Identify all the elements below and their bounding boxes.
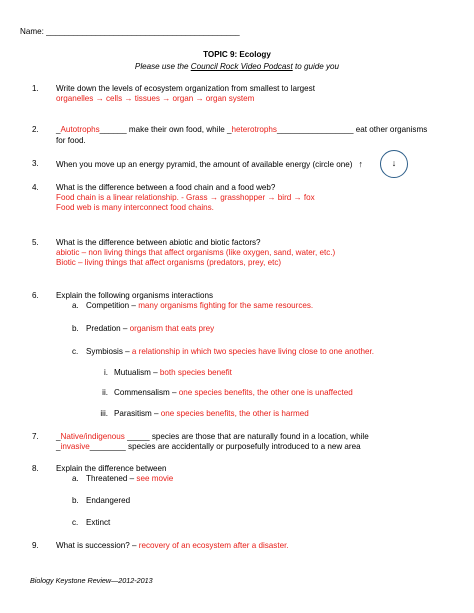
question-number: 5. xyxy=(32,238,39,247)
question-5-answer-1: abiotic – non living things that affect organisms (like oxygen, sand, water, etc.) xyxy=(56,248,336,257)
page-subtitle xyxy=(0,62,474,72)
predation-term: Predation – xyxy=(86,324,130,333)
succession-answer: recovery of an ecosystem after a disaster. xyxy=(138,541,289,550)
blank-prefix: _ xyxy=(56,442,61,451)
question-1-answer: organelles → cells → tissues → organ → organ system xyxy=(56,94,255,103)
question-2-end-text: _________________ eat other organisms xyxy=(276,125,428,134)
subitem-label: b. xyxy=(72,324,79,333)
question-number: 8. xyxy=(32,464,39,473)
question-number: 7. xyxy=(32,432,39,441)
question-2-middle-text: ______ make their own food, while _ xyxy=(99,125,232,134)
symbiosis-answer: a relationship in which two species have living close to one another. xyxy=(131,347,374,356)
up-arrow-icon[interactable]: ↑ xyxy=(358,159,363,169)
subitem-label: c. xyxy=(72,347,79,356)
question-2-answer-heterotrophs[interactable]: heterotrophs xyxy=(231,125,277,134)
parasitism-term: Parasitism – xyxy=(114,409,161,418)
subtitle-text-after: to guide you xyxy=(292,62,340,71)
mutualism-answer: both species benefit xyxy=(159,368,232,377)
blank-prefix: _ xyxy=(56,125,61,134)
question-7-line2 xyxy=(56,442,361,452)
question-5-text: What is the difference between abiotic and biotic factors? xyxy=(56,238,261,247)
question-7-answer-native[interactable]: Native/indigenous xyxy=(60,432,125,441)
mutualism-term: Mutualism – xyxy=(114,368,160,377)
question-number: 6. xyxy=(32,291,39,300)
question-number: 4. xyxy=(32,183,39,192)
question-8-text: Explain the difference between xyxy=(56,464,167,473)
threatened-answer: see movie xyxy=(136,474,174,483)
subitem-label: a. xyxy=(72,474,79,483)
question-2-line2: for food. xyxy=(56,136,86,145)
question-7-line1-rest: _____ species are those that are naturally found in a location, while xyxy=(124,432,369,441)
page-footer: Biology Keystone Review—2012-2013 xyxy=(30,576,153,585)
question-2-text xyxy=(56,125,427,135)
question-7-line1 xyxy=(56,432,369,442)
competition-answer: many organisms fighting for the same resources. xyxy=(138,301,314,310)
predation-item xyxy=(86,324,214,334)
parasitism-answer: one species benefits, the other is harmed xyxy=(160,409,309,418)
commensalism-term: Commensalism – xyxy=(114,388,179,397)
question-4-answer-2: Food web is many interconnect food chains. xyxy=(56,203,214,212)
question-5-answer-2: Biotic – living things that affect organisms (predators, prey, etc) xyxy=(56,258,282,267)
question-9-text xyxy=(56,541,289,551)
extinct-term: Extinct xyxy=(86,518,111,527)
down-arrow-icon[interactable]: ↓ xyxy=(391,158,397,168)
blank-prefix: _ xyxy=(56,432,61,441)
page-title: TOPIC 9: Ecology xyxy=(203,50,271,59)
question-number: 2. xyxy=(32,125,39,134)
subitem-label: iii. xyxy=(100,409,108,418)
subtitle-text-before: Please use the xyxy=(134,62,191,71)
question-number: 1. xyxy=(32,84,39,93)
subitem-label: i. xyxy=(103,368,108,377)
question-7-line2-rest: ________ species are accidentally or purposefully introduced to a new area xyxy=(89,442,361,451)
subitem-label: c. xyxy=(72,518,79,527)
succession-term: What is succession? – xyxy=(56,541,139,550)
parasitism-item xyxy=(114,409,309,419)
question-4-text: What is the difference between a food chain and a food web? xyxy=(56,183,276,192)
question-7-answer-invasive[interactable]: invasive xyxy=(60,442,90,451)
question-number: 3. xyxy=(32,159,39,168)
question-1-text: Write down the levels of ecosystem organization from smallest to largest xyxy=(56,84,315,93)
question-4-answer-1: Food chain is a linear relationship. - Grass → grasshopper → bird → fox xyxy=(56,193,315,202)
subitem-label: b. xyxy=(72,496,79,505)
symbiosis-term: Symbiosis – xyxy=(86,347,132,356)
predation-answer: organism that eats prey xyxy=(129,324,215,333)
commensalism-answer: one species benefits, the other one is unaffected xyxy=(178,388,353,397)
question-3-label: When you move up an energy pyramid, the amount of available energy (circle one) xyxy=(56,160,353,169)
endangered-term: Endangered xyxy=(86,496,131,505)
name-line[interactable]: Name: ___________________________________________ xyxy=(20,27,240,36)
subitem-label: a. xyxy=(72,301,79,310)
mutualism-item xyxy=(114,368,232,378)
answer-circle[interactable] xyxy=(380,150,408,178)
question-number: 9. xyxy=(32,541,39,550)
commensalism-item xyxy=(114,388,353,398)
competition-item xyxy=(86,301,313,311)
threatened-item xyxy=(86,474,173,484)
question-6-text: Explain the following organisms interactions xyxy=(56,291,214,300)
subitem-label: ii. xyxy=(102,388,108,397)
competition-term: Competition – xyxy=(86,301,139,310)
symbiosis-item xyxy=(86,347,374,357)
threatened-term: Threatened – xyxy=(86,474,137,483)
question-2-answer-autotrophs[interactable]: Autotrophs xyxy=(60,125,100,134)
subtitle-podcast-link[interactable]: Council Rock Video Podcast xyxy=(190,62,293,71)
question-3-text xyxy=(56,159,363,170)
